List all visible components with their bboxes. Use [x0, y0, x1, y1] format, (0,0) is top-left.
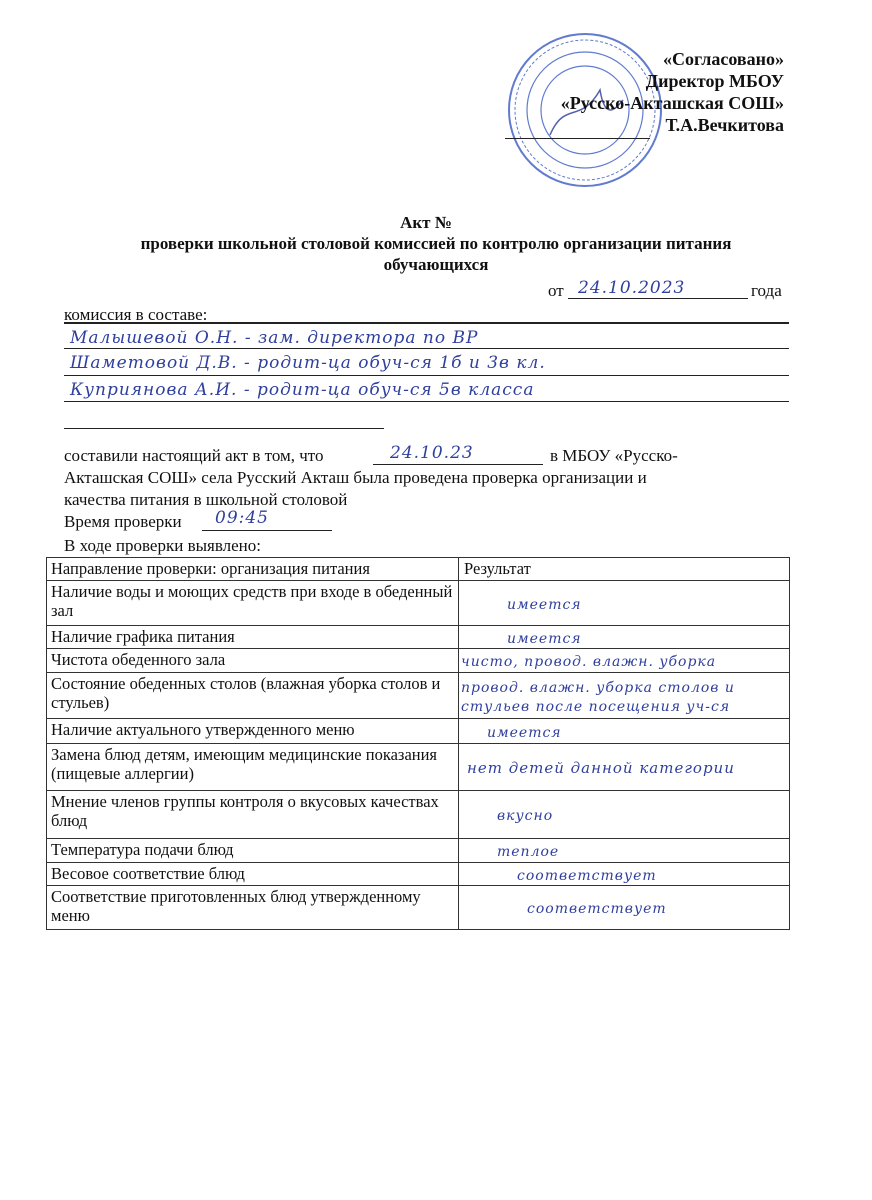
signature-line	[505, 138, 650, 139]
row-item: Наличие воды и моющих средств при входе в обеденный зал	[47, 581, 459, 626]
time-value: 09:45	[215, 508, 269, 528]
date-underline	[568, 298, 748, 299]
approval-line-1: «Согласовано»	[663, 49, 784, 69]
act-line-2: Акташская СОШ» села Русский Акташ была проведена проверка организации и	[64, 468, 647, 487]
row-result: вкусно	[497, 808, 554, 824]
commission-member: Малышевой О.Н. - зам. директора по ВР	[70, 328, 479, 348]
row-result: провод. влажн. уборка столов и стульев после посещения уч-ся	[461, 679, 735, 715]
table-row	[47, 719, 790, 744]
table-row	[47, 581, 790, 626]
header-direction: Направление проверки: организация питания	[47, 558, 459, 581]
act-date: 24.10.23	[390, 443, 474, 463]
title-line-2: проверки школьной столовой комиссией по контролю организации питания	[140, 234, 732, 253]
row-item: Соответствие приготовленных блюд утвержденному меню	[47, 886, 459, 930]
approval-line-3: «Русско-Акташская СОШ»	[560, 93, 784, 113]
row-result: чисто, провод. влажн. уборка	[461, 654, 717, 670]
table-row	[47, 673, 790, 719]
approval-line-4: Т.А.Вечкитова	[665, 115, 784, 135]
row-item: Весовое соответствие блюд	[47, 863, 459, 886]
title-line-3: обучающихся	[383, 255, 489, 274]
table-row	[47, 839, 790, 863]
commission-label: комиссия в составе:	[64, 305, 208, 324]
time-underline	[202, 530, 332, 531]
approval-block	[561, 48, 784, 136]
row-item: Замена блюд детям, имеющим медицинские показания (пищевые аллергии)	[47, 744, 459, 791]
row-item: Температура подачи блюд	[47, 839, 459, 863]
row-item: Чистота обеденного зала	[47, 649, 459, 673]
row-result: имеется	[487, 724, 562, 741]
table-row	[47, 863, 790, 886]
row-item: Наличие графика питания	[47, 626, 459, 649]
row-result: нет детей данной категории	[467, 758, 735, 777]
table-row	[47, 649, 790, 673]
title-line-1: Акт №	[400, 213, 452, 232]
header-result: Результат	[459, 558, 790, 581]
divider	[64, 401, 789, 402]
table-row	[47, 626, 790, 649]
row-item: Наличие актуального утвержденного меню	[47, 719, 459, 744]
row-item: Мнение членов группы контроля о вкусовых качествах блюд	[47, 791, 459, 839]
act-date-underline	[373, 464, 543, 465]
act-suffix: в МБОУ «Русско-	[550, 446, 678, 465]
row-result: имеется	[507, 630, 582, 647]
date-value: 24.10.2023	[578, 278, 686, 298]
table-row	[47, 791, 790, 839]
date-suffix: года	[751, 281, 782, 300]
act-prefix: составили настоящий акт в том, что	[64, 446, 324, 465]
row-item: Состояние обеденных столов (влажная уборка столов и стульев)	[47, 673, 459, 719]
row-result: соответствует	[517, 867, 657, 884]
row-result: соответствует	[527, 901, 667, 917]
table-row	[47, 886, 790, 930]
findings-table	[46, 557, 790, 930]
table-header	[47, 558, 790, 581]
divider	[64, 322, 789, 324]
act-line-3: качества питания в школьной столовой	[64, 490, 348, 509]
divider	[64, 375, 789, 376]
row-result: теплое	[497, 844, 560, 860]
commission-member: Шаметовой Д.В. - родит-ца обуч-ся 1б и 3в кл.	[70, 353, 546, 373]
findings-label: В ходе проверки выявлено:	[64, 536, 261, 555]
approval-line-2: Директор МБОУ	[645, 71, 784, 91]
time-label: Время проверки	[64, 512, 182, 531]
document-title	[0, 212, 872, 275]
date-prefix: от	[548, 281, 564, 300]
divider	[64, 348, 789, 349]
table-row	[47, 744, 790, 791]
row-result: имеется	[507, 596, 582, 613]
commission-member: Куприянова А.И. - родит-ца обуч-ся 5в класса	[70, 380, 535, 400]
divider	[64, 428, 384, 429]
